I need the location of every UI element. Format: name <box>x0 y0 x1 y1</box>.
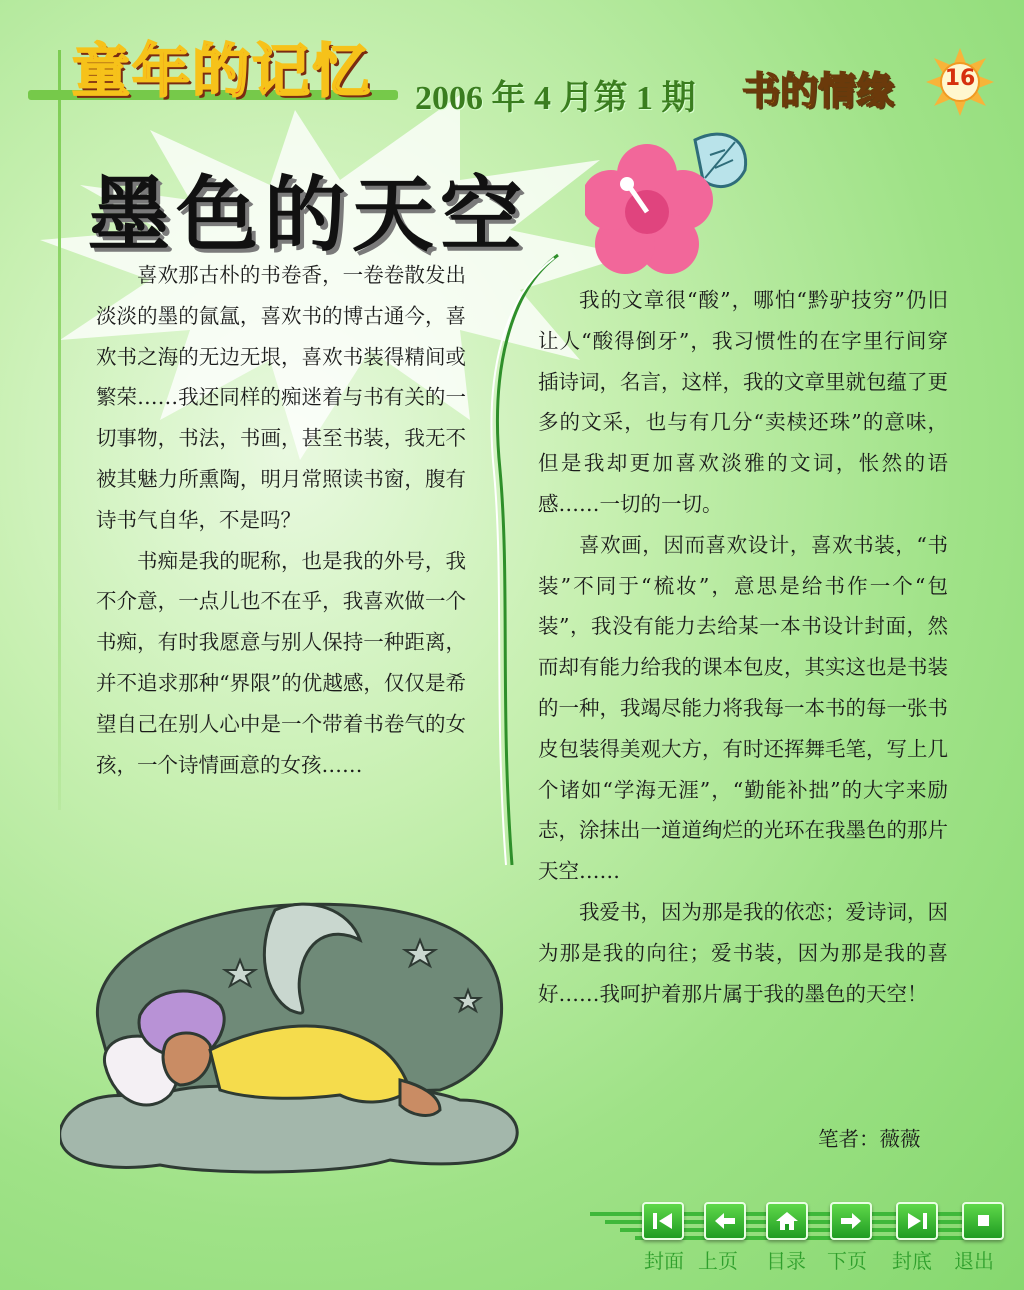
stop-icon <box>970 1210 996 1232</box>
page-number: 16 <box>944 66 976 91</box>
article-title: 墨色的天空 <box>88 168 529 263</box>
first-page-icon <box>650 1210 676 1232</box>
sleeping-girl-illustration <box>60 880 530 1180</box>
header-vertical-rule <box>58 50 61 810</box>
magazine-title: 童年的记忆 <box>72 37 373 105</box>
article-right-column <box>538 280 948 1014</box>
last-page-icon <box>904 1210 930 1232</box>
article-paragraph: 我爱书，因为那是我的依恋；爱诗词，因为那是我的向往；爱书装，因为那是我的喜好……我呵护着那片属于我的墨色的天空！ <box>538 899 948 1006</box>
nav-label-exit[interactable]: 退出 <box>954 1249 994 1273</box>
article-left-column <box>96 255 466 785</box>
nav-previous-button[interactable] <box>704 1202 746 1240</box>
home-icon <box>774 1210 800 1232</box>
nav-label-next[interactable]: 下页 <box>827 1249 867 1273</box>
article-paragraph: 我的文章很“酸”，哪怕“黔驴技穷”仍旧让人“酸得倒牙”，我习惯性的在字里行间穿插诗词，名言，这样，我的文章里就包蕴了更多的文采，也与有几分“卖椟还珠”的意味，但是我却更加喜欢淡雅的文词，怅然的语感……一切的一切。 <box>538 288 948 516</box>
article-paragraph: 书痴是我的昵称，也是我的外号，我不介意，一点儿也不在乎，我喜欢做一个书痴，有时我愿意与别人保持一种距离，并不追求那种“界限”的优越感，仅仅是希望自己在别人心中是一个带着书卷气的女孩，一个诗情画意的女孩…… <box>96 548 466 777</box>
article-paragraph: 喜欢画，因而喜欢设计，喜欢书装，“书装”不同于“梳妆”，意思是给书作一个“包装”，我没有能力去给某一本书设计封面，然而却有能力给我的课本包皮，其实这也是书装的一种，我竭尽能力将我每一本书的每一张书皮包装得美观大方，有时还挥舞毛笔，写上几个诸如“学海无涯”，“勤能补拙”的大字来励志，涂抹出一道道绚烂的光环在我墨色的那片天空…… <box>538 532 948 884</box>
nav-cover-button[interactable] <box>642 1202 684 1240</box>
nav-back-cover-button[interactable] <box>896 1202 938 1240</box>
hibiscus-flower-icon <box>585 120 755 290</box>
arrow-right-icon <box>838 1210 864 1232</box>
column-name: 书的情缘 <box>742 69 895 113</box>
nav-label-previous[interactable]: 上页 <box>698 1249 738 1273</box>
nav-exit-button[interactable] <box>962 1202 1004 1240</box>
nav-contents-button[interactable] <box>766 1202 808 1240</box>
article-paragraph: 喜欢那古朴的书卷香，一卷卷散发出淡淡的墨的氤氲，喜欢书的博古通今，喜欢书之海的无边无垠，喜欢书装得精间或繁荣……我还同样的痴迷着与书有关的一切事物，书法，书画，甚至书装，我无不被其魅力所熏陶，明月常照读书窗，腹有诗书气自华，不是吗？ <box>96 263 466 532</box>
nav-label-back-cover[interactable]: 封底 <box>892 1249 932 1273</box>
arrow-left-icon <box>712 1210 738 1232</box>
nav-label-contents[interactable]: 目录 <box>766 1249 806 1273</box>
nav-label-cover[interactable]: 封面 <box>644 1249 684 1273</box>
author-credit: 笔者：薇薇 <box>818 1127 921 1151</box>
nav-next-button[interactable] <box>830 1202 872 1240</box>
issue-date: 2006 年 4 月第 1 期 <box>415 80 696 117</box>
